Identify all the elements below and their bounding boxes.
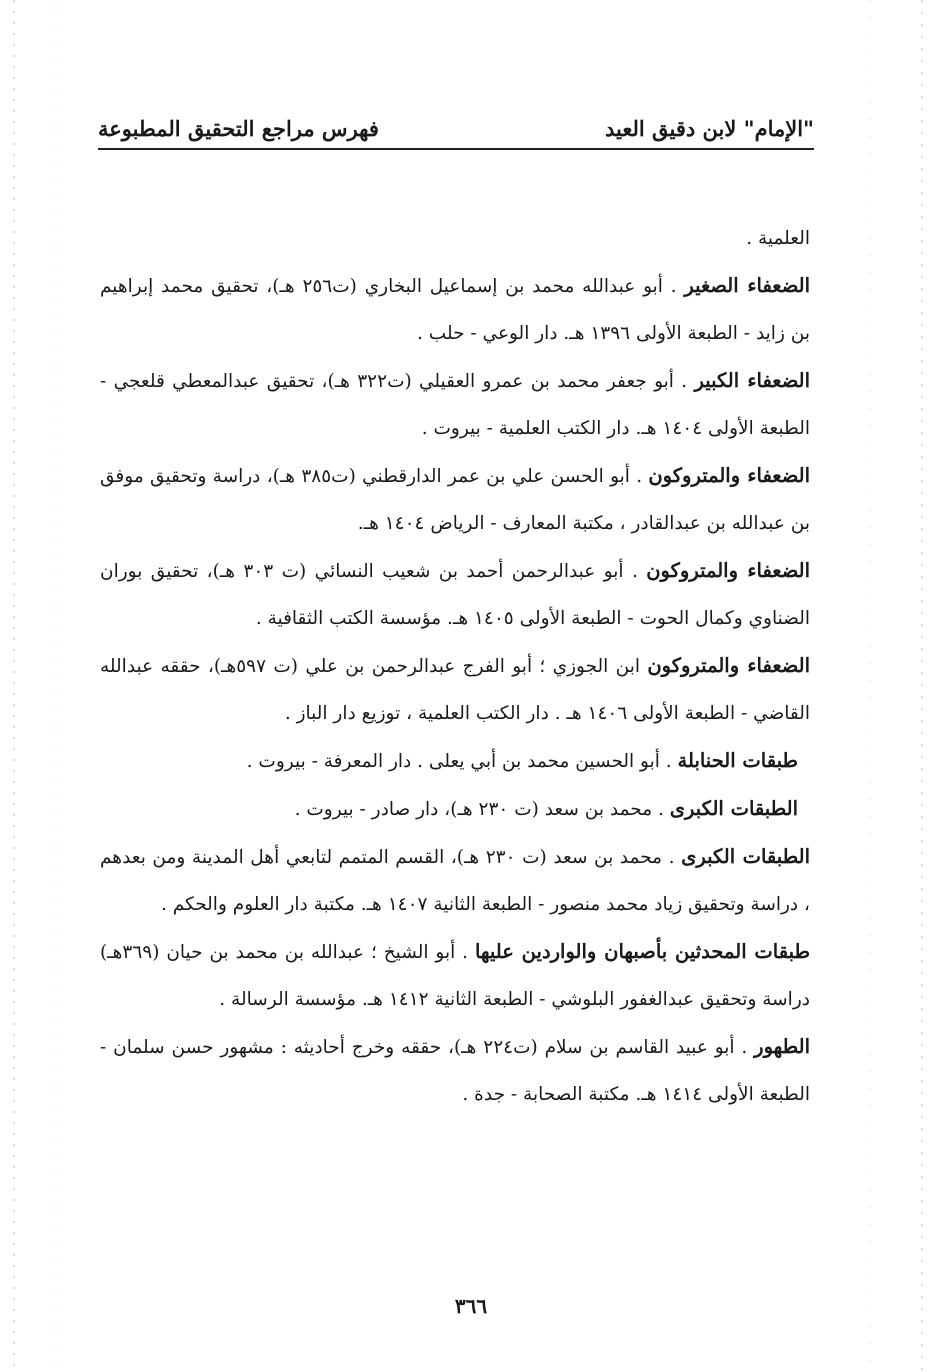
entry-text: العلمية . <box>746 228 810 249</box>
bibliography-entry-1 <box>100 262 810 357</box>
bibliography-entry-4 <box>100 547 810 642</box>
entry-text: . أبو جعفر محمد بن عمرو العقيلي (ت٣٢٢ هـ)، تحقيق عبدالمعطي قلعجي - الطبعة الأولى ١٤٠٤ هـ. دار الكتب العلمية - بيروت . <box>100 371 810 439</box>
entry-text: . أبو الحسن علي بن عمر الدارقطني (ت٣٨٥ هـ)، دراسة وتحقيق موفق بن عبدالله بن عبدالقادر ، مكتبة المعارف - الرياض ١٤٠٤ هـ. <box>100 466 810 534</box>
entry-title: الضعفاء الصغير <box>684 274 810 297</box>
bibliography-entry-7 <box>100 785 810 833</box>
entry-text: ابن الجوزي ؛ أبو الفرج عبدالرحمن بن علي (ت ٥٩٧هـ)، حققه عبدالله القاضي - الطبعة الأولى ١٤٠٦ هـ . دار الكتب العلمية ، توزيع دار الباز . <box>100 656 810 724</box>
entry-title: الضعفاء الكبير <box>694 369 810 392</box>
entry-title: طبقات المحدثين بأصبهان والواردين عليها <box>474 940 810 963</box>
header-rule <box>98 148 814 150</box>
entry-text: . أبو الحسين محمد بن أبي يعلى . دار المعرفة - بيروت . <box>246 751 678 772</box>
entry-title: الطبقات الكبرى <box>669 797 798 820</box>
entry-text: . أبو عبدالرحمن أحمد بن شعيب النسائي (ت ٣٠٣ هـ)، تحقيق بوران الضناوي وكمال الحوت - الطبعة الأولى ١٤٠٥ هـ. مؤسسة الكتب الثقافية . <box>100 561 810 629</box>
bibliography-list <box>100 214 810 1118</box>
entry-text: . محمد بن سعد (ت ٢٣٠ هـ)، القسم المتمم لتابعي أهل المدينة ومن بعدهم ، دراسة وتحقيق زياد محمد منصور - الطبعة الثانية ١٤٠٧ هـ. مكتبة دار العلوم والحكم . <box>100 847 810 915</box>
entry-title: طبقات الحنابلة <box>677 749 798 772</box>
header-section-title: فهرس مراجع التحقيق المطبوعة <box>98 116 379 141</box>
running-header <box>98 110 814 150</box>
entry-text: . أبو الشيخ ؛ عبدالله بن محمد بن حيان (٣٦٩هـ) دراسة وتحقيق عبدالغفور البلوشي - الطبعة الثانية ١٤١٢ هـ. مؤسسة الرسالة . <box>100 942 810 1010</box>
entry-title: الضعفاء والمتروكون <box>647 654 810 677</box>
page-number: ٣٦٦ <box>454 1294 488 1318</box>
bibliography-entry-6 <box>100 737 810 785</box>
entry-title: الضعفاء والمتروكون <box>646 559 810 582</box>
entry-title: الطبقات الكبرى <box>681 845 810 868</box>
bibliography-entry-5 <box>100 642 810 737</box>
bibliography-entry-0 <box>100 214 810 262</box>
bibliography-entry-8 <box>100 833 810 928</box>
entry-title: الطهور <box>754 1035 811 1058</box>
bibliography-entry-3 <box>100 452 810 547</box>
bibliography-entry-10 <box>100 1023 810 1118</box>
entry-text: . محمد بن سعد (ت ٢٣٠ هـ)، دار صادر - بيروت . <box>294 799 670 820</box>
entry-title: الضعفاء والمتروكون <box>648 464 810 487</box>
bibliography-entry-9 <box>100 928 810 1023</box>
entry-text: . أبو عبدالله محمد بن إسماعيل البخاري (ت٢٥٦ هـ)، تحقيق محمد إبراهيم بن زايد - الطبعة الأولى ١٣٩٦ هـ. دار الوعي - حلب . <box>100 276 810 344</box>
bibliography-entry-2 <box>100 357 810 452</box>
entry-text: . أبو عبيد القاسم بن سلام (ت٢٢٤ هـ)، حققه وخرج أحاديثه : مشهور حسن سلمان - الطبعة الأولى ١٤١٤ هـ. مكتبة الصحابة - جدة . <box>100 1037 810 1105</box>
header-book-title: "الإمام" لابن دقيق العيد <box>604 116 814 141</box>
